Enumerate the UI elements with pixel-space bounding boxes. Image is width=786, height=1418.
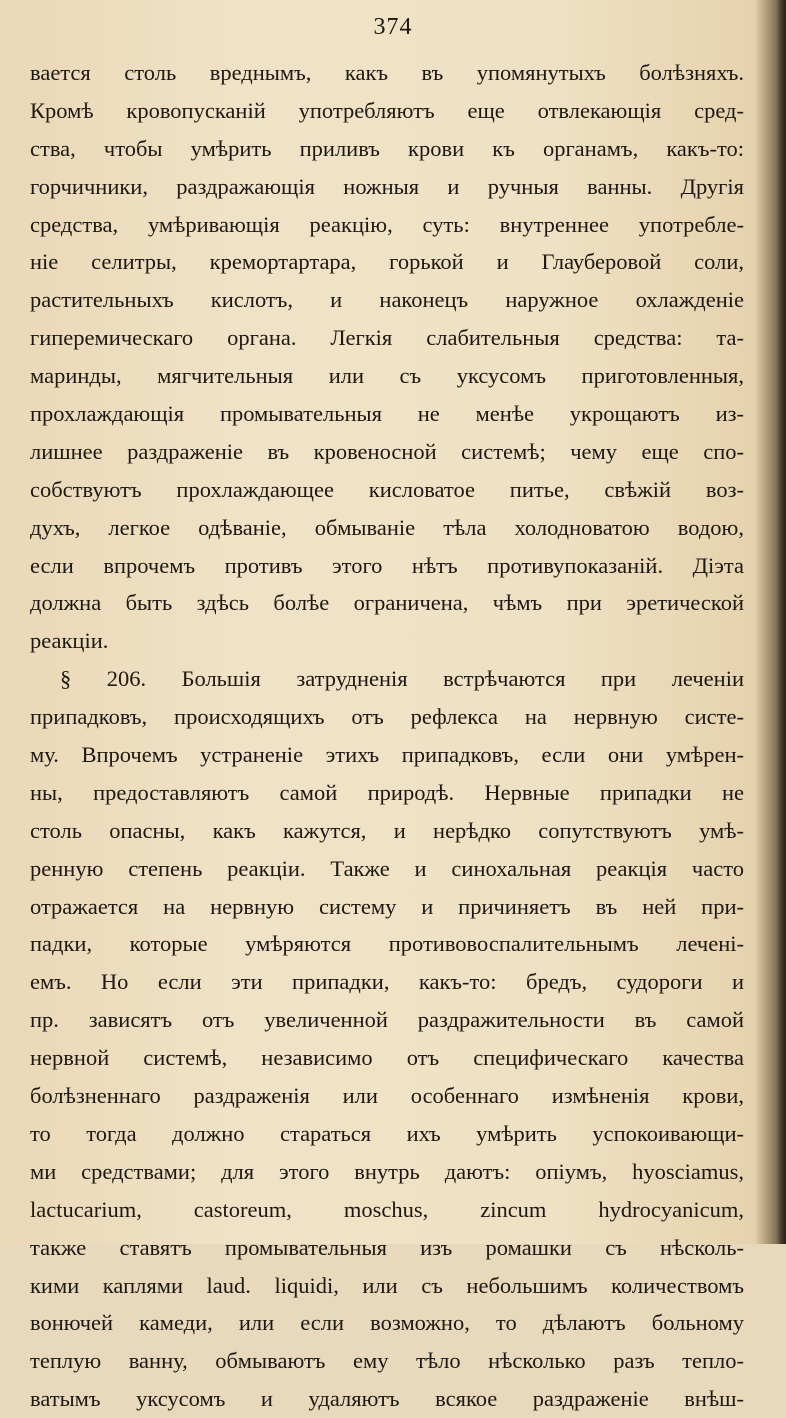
text-line: емъ. Но если эти припадки, какъ-то: бредъ, судороги и [30, 969, 744, 995]
page-number: 374 [373, 14, 413, 40]
text-line: кими каплями laud. liquidi, или съ небольшимъ количествомъ [30, 1272, 744, 1298]
text-line: lactucarium, castoreum, moschus, zincum hydrocyanicum, [30, 1196, 744, 1222]
text-line: также ставятъ промывательныя изъ ромашки съ нѣсколь- [30, 1234, 744, 1260]
text-line: му. Впрочемъ устраненіе этихъ припадковъ, если они умѣрен- [30, 742, 744, 768]
text-line: собствуютъ прохлаждающее кисловатое питье, свѣжій воз- [30, 476, 744, 502]
text-line: маринды, мягчительныя или съ уксусомъ приготовленныя, [30, 363, 744, 389]
text-line: должна быть здѣсь болѣе ограничена, чѣмъ при эретической [30, 590, 744, 616]
text-line: ренную степень реакціи. Также и синохальная реакція часто [30, 855, 744, 881]
text-line: ватымъ уксусомъ и удаляютъ всякое раздраженіе внѣш- [30, 1386, 744, 1412]
text-line: падки, которые умѣряются противовоспалительнымъ лечені- [30, 931, 744, 957]
text-line: гиперемическаго органа. Легкія слабительныя средства: та- [30, 325, 744, 351]
text-line: горчичники, раздражающія ножныя и ручныя ванны. Другія [30, 173, 744, 199]
text-line: припадковъ, происходящихъ отъ рефлекса на нервную систе- [30, 704, 744, 730]
text-line: то тогда должно стараться ихъ умѣрить успокоивающи- [30, 1120, 744, 1146]
text-line: ны, предоставляютъ самой природѣ. Нервные припадки не [30, 779, 744, 805]
text-line: пр. зависятъ отъ увеличенной раздражительности въ самой [30, 1007, 744, 1033]
text-line: ства, чтобы умѣрить приливъ крови къ органамъ, какъ-то: [30, 135, 744, 161]
text-line: лишнее раздраженіе въ кровеносной системѣ; чему еще спо- [30, 438, 744, 464]
text-line: вается столь вреднымъ, какъ въ упомянутыхъ болѣзняхъ. [30, 60, 744, 85]
text-line: если впрочемъ противъ этого нѣтъ противупоказаній. Діэта [30, 552, 744, 578]
text-line: отражается на нервную систему и причиняетъ въ ней при- [30, 893, 744, 919]
text-line: болѣзненнаго раздраженія или особеннаго измѣненія крови, [30, 1083, 744, 1109]
text-line: столь опасны, какъ кажутся, и нерѣдко сопутствуютъ умѣ- [30, 817, 744, 843]
text-line: духъ, легкое одѣваніе, обмываніе тѣла холодноватою водою, [30, 514, 744, 540]
text-line-paragraph-end: реакціи. [30, 628, 109, 654]
text-line: теплую ванну, обмываютъ ему тѣло нѣсколько разъ тепло- [30, 1348, 744, 1374]
text-line: ми средствами; для этого внутрь даютъ: опіумъ, hyosciamus, [30, 1158, 744, 1184]
text-line: нервной системѣ, независимо отъ специфическаго качества [30, 1045, 744, 1071]
page-edge-shadow [776, 0, 786, 1244]
text-line: Кромѣ кровопусканій употребляютъ еще отвлекающія сред- [30, 97, 744, 123]
text-line: ніе селитры, кремортартара, горькой и Глауберовой соли, [30, 249, 744, 275]
text-line: растительныхъ кислотъ, и наконецъ наружное охлажденіе [30, 287, 744, 313]
section-206-start: § 206. Большія затрудненія встрѣчаются при леченіи [60, 666, 744, 692]
text-line: прохлаждающія промывательныя не менѣе укрощаютъ из- [30, 401, 744, 427]
text-line: вонючей камеди, или если возможно, то дѣлаютъ больному [30, 1310, 744, 1336]
text-line: средства, умѣривающія реакцію, суть: внутреннее употребле- [30, 211, 744, 237]
body-text [30, 54, 744, 1418]
